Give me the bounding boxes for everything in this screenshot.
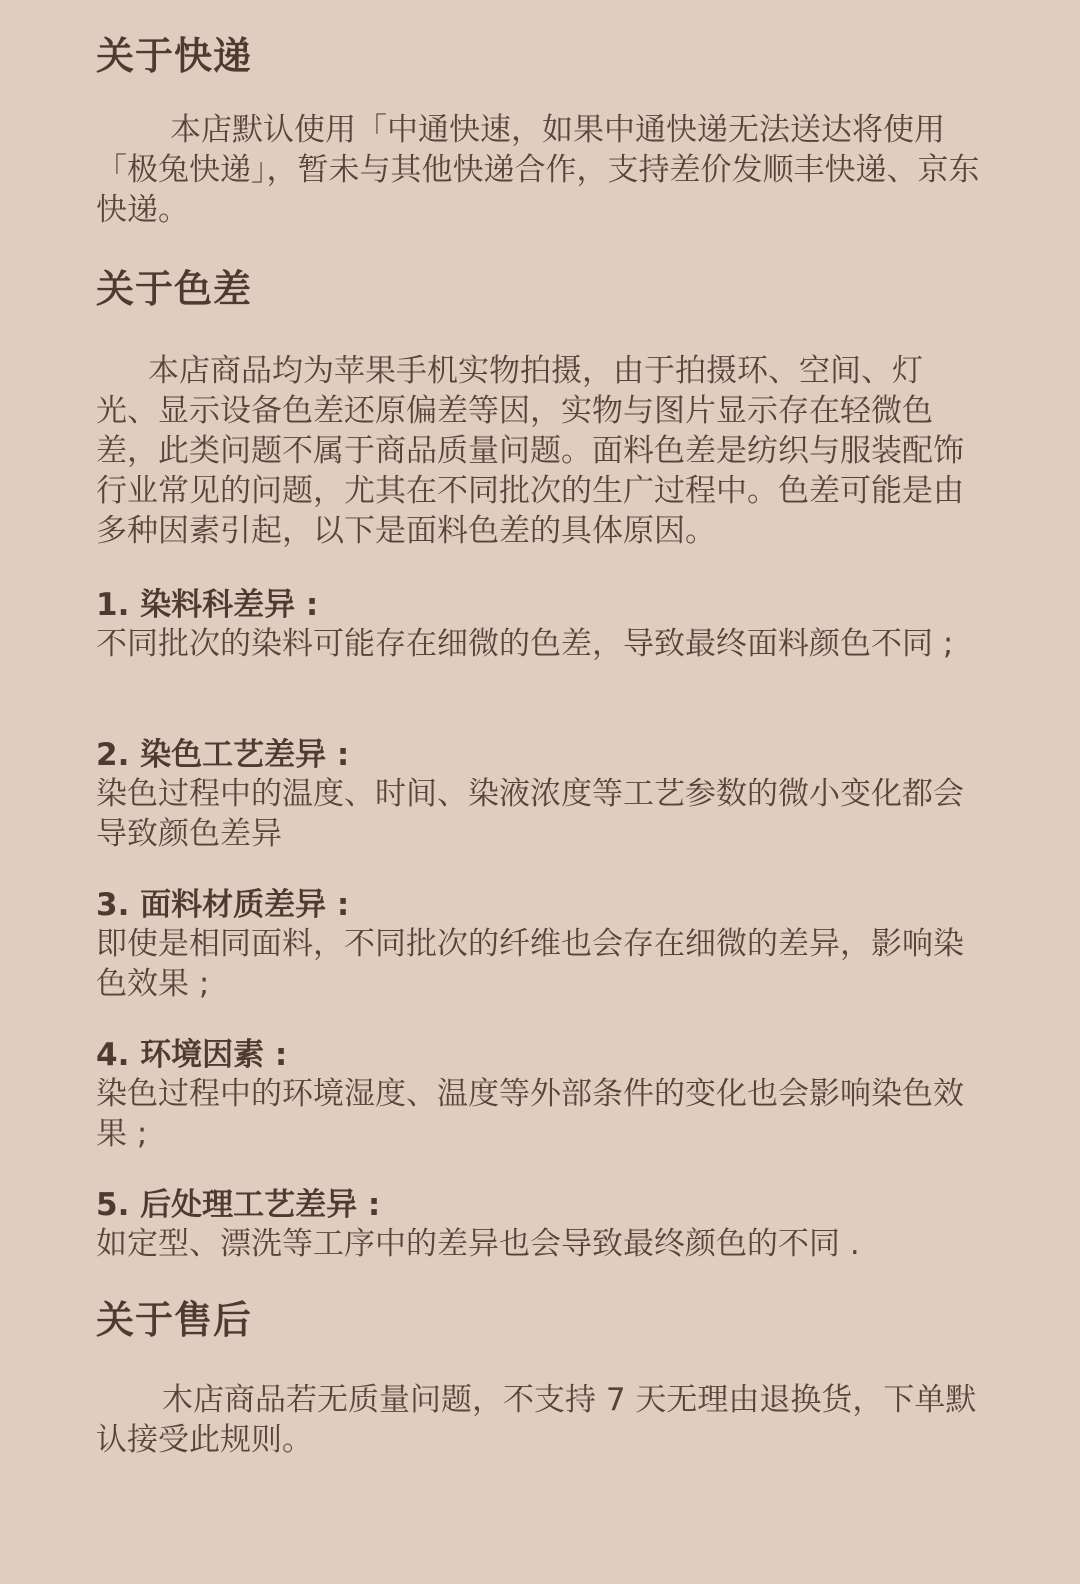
color-diff-paragraph: 本店商品均为苹果手机实物拍摄，由于拍摄环、空间、灯光、显示设备色差还原偏差等因，实物与图片显示存在轻微色差，此类问题不属于商品质量问题。面料色差是纺织与服装配饰行业常见的问题，尤其在不同批次的生广过程中。色差可能是由多种因素引起，以下是面料色差的具体原因。 [96,353,964,549]
express-paragraph: 本店默认使用「中通快速，如果中通快递无法送达将使用「极兔快递」，暂未与其他快递合作，支持差价发顺丰快递、京东快递。 [96,112,980,228]
after-sales-paragraph: 木店商品若无质量问题，不支持 7 天无理由退换货，下单默认接受此规则。 [96,1382,977,1458]
item-title: 2. 染色工艺差异 : [96,737,350,773]
color-diff-item-1 [96,586,984,664]
item-title: 4. 环境因素 : [96,1037,288,1073]
item-title: 1. 染料科差异 : [96,587,319,623]
color-diff-item-2 [96,736,984,854]
item-title: 3. 面料材质差异 : [96,887,350,923]
color-diff-item-3 [96,886,984,1004]
color-diff-item-4 [96,1036,984,1154]
item-title: 5. 后处理工艺差异 : [96,1187,381,1223]
item-text: 染色过程中的环境湿度、温度等外部条件的变化也会影响染色效果 ; [96,1076,964,1152]
item-text: 染色过程中的温度、时间、染液浓度等工艺参数的微小变化都会导致颜色差异 [96,776,964,852]
color-diff-item-5 [96,1186,984,1264]
item-text: 即使是相同面料，不同批次的纤维也会存在细微的差异，影响染色效果 ; [96,926,964,1002]
color-diff-heading: 关于色差 [96,267,253,311]
express-heading: 关于快递 [96,34,253,78]
item-text: 不同批次的染料可能存在细微的色差，导致最终面料颜色不同 ; [96,626,954,662]
after-sales-heading: 关于售后 [96,1298,253,1342]
item-text: 如定型、漂洗等工序中的差异也会导致最终颜色的不同 . [96,1226,860,1262]
